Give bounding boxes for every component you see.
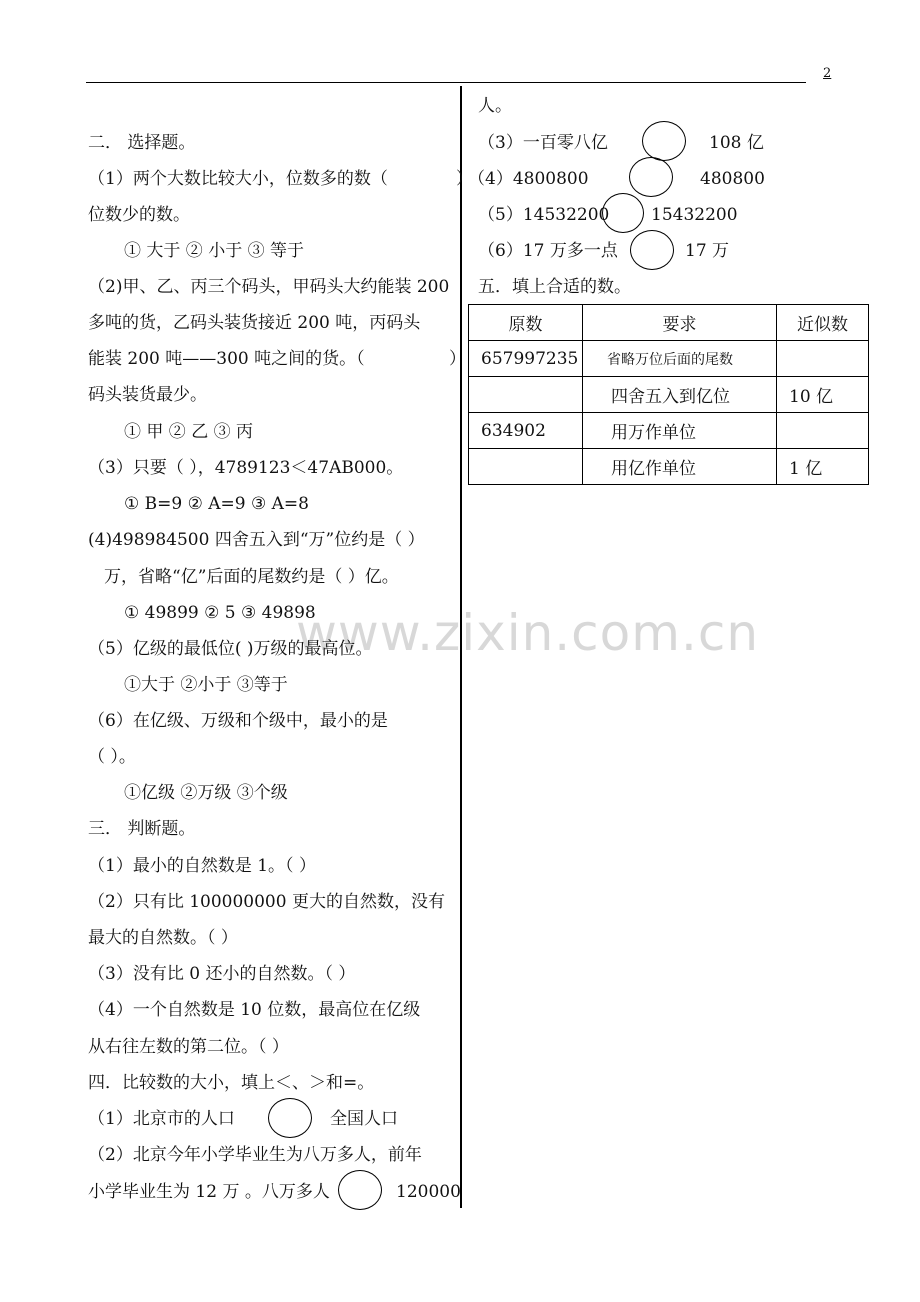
table-cell: 四舍五入到亿位 [583,377,777,413]
table-cell: 省略万位后面的尾数 [583,341,777,377]
section-5-heading: 五．填上合适的数。 [478,277,631,297]
question-text: 码头装货最少。 [88,385,207,405]
question-text: 108 亿 [709,133,764,153]
table-cell: 657997235 [469,341,583,377]
table-cell: 1 亿 [777,449,869,485]
question-text: （ ）。 [88,747,136,767]
question-text: （2）只有比 100000000 更大的自然数，没有 [88,892,445,912]
answer-options: ① 49899 ② 5 ③ 49898 [124,603,316,623]
question-text: 全国人口 [330,1109,398,1129]
question-text: （2）北京今年小学毕业生为八万多人，前年 [88,1145,422,1165]
question-text: （2)甲、乙、丙三个码头，甲码头大约能装 200 [88,277,450,297]
table-header-cell: 要求 [583,305,777,341]
answer-circle[interactable] [268,1098,312,1138]
stray-paren: ） [456,169,473,189]
question-text: 小学毕业生为 12 万 。八万多人 [88,1182,330,1202]
table-cell: 634902 [469,413,583,449]
question-text: （5）亿级的最低位( )万级的最高位。 [88,639,373,659]
section-2-heading: 二． 选择题。 [88,133,196,153]
answer-circle[interactable] [630,230,674,270]
stray-paren: ） [449,349,466,369]
question-text: （4）一个自然数是 10 位数，最高位在亿级 [88,1000,421,1020]
question-text: （1）最小的自然数是 1。（ ） [88,856,316,876]
watermark: www.zixin.com.cn [296,604,760,662]
table-cell: 10 亿 [777,377,869,413]
table-row [469,377,869,413]
question-text: 能装 200 吨——300 吨之间的货。（ [88,349,365,369]
table-cell-answer[interactable] [777,341,869,377]
table-header-row [469,305,869,341]
question-text: （1）两个大数比较大小，位数多的数（ [88,169,388,189]
table-cell: 用万作单位 [583,413,777,449]
table-cell-answer[interactable] [777,413,869,449]
question-text: 位数少的数。 [88,205,190,225]
question-text: （3）一百零八亿 [478,133,608,153]
answer-options: ①亿级 ②万级 ③个级 [124,783,288,803]
question-text: (4)498984500 四舍五入到“万”位约是（ ） [88,530,425,550]
question-text: （5）14532200 [478,205,610,225]
question-text: （1）北京市的人口 [88,1109,235,1129]
question-text: （3）只要（ ），4789123＜47AB000。 [88,458,404,478]
table-header-cell: 近似数 [777,305,869,341]
table-cell-answer[interactable] [469,377,583,413]
question-text: 从右往左数的第二位。（ ） [88,1037,289,1057]
question-text: 最大的自然数。（ ） [88,928,238,948]
answer-circle[interactable] [642,121,686,161]
table-header-cell: 原数 [469,305,583,341]
table-row [469,341,869,377]
table-cell-answer[interactable] [469,449,583,485]
header-rule [86,82,806,83]
question-text: 15432200 [651,205,738,225]
answer-options: ① 甲 ② 乙 ③ 丙 [124,422,254,442]
question-text: （6）17 万多一点 [478,241,618,261]
question-text: 120000 [396,1182,461,1202]
question-text: 人。 [478,96,512,116]
table-row [469,449,869,485]
answer-options: ① B=9 ② A=9 ③ A=8 [124,494,309,514]
table-row [469,413,869,449]
approximation-table [468,304,869,485]
question-text: （4）4800800 [468,169,589,189]
answer-options: ① 大于 ② 小于 ③ 等于 [124,241,305,261]
question-text: 480800 [700,169,765,189]
question-text: 万，省略“亿”后面的尾数约是（ ）亿。 [104,567,399,587]
table-cell: 用亿作单位 [583,449,777,485]
answer-circle[interactable] [602,193,644,233]
section-3-heading: 三． 判断题。 [88,819,196,839]
page-number: 2 [823,66,832,81]
question-text: （6）在亿级、万级和个级中，最小的是 [88,711,388,731]
answer-options: ①大于 ②小于 ③等于 [124,675,288,695]
section-4-heading: 四．比较数的大小，填上＜、＞和=。 [88,1073,375,1093]
answer-circle[interactable] [338,1170,382,1210]
question-text: 17 万 [685,241,730,261]
question-text: （3）没有比 0 还小的自然数。（ ） [88,964,356,984]
answer-circle[interactable] [629,157,673,197]
question-text: 多吨的货，乙码头装货接近 200 吨，丙码头 [88,313,421,333]
